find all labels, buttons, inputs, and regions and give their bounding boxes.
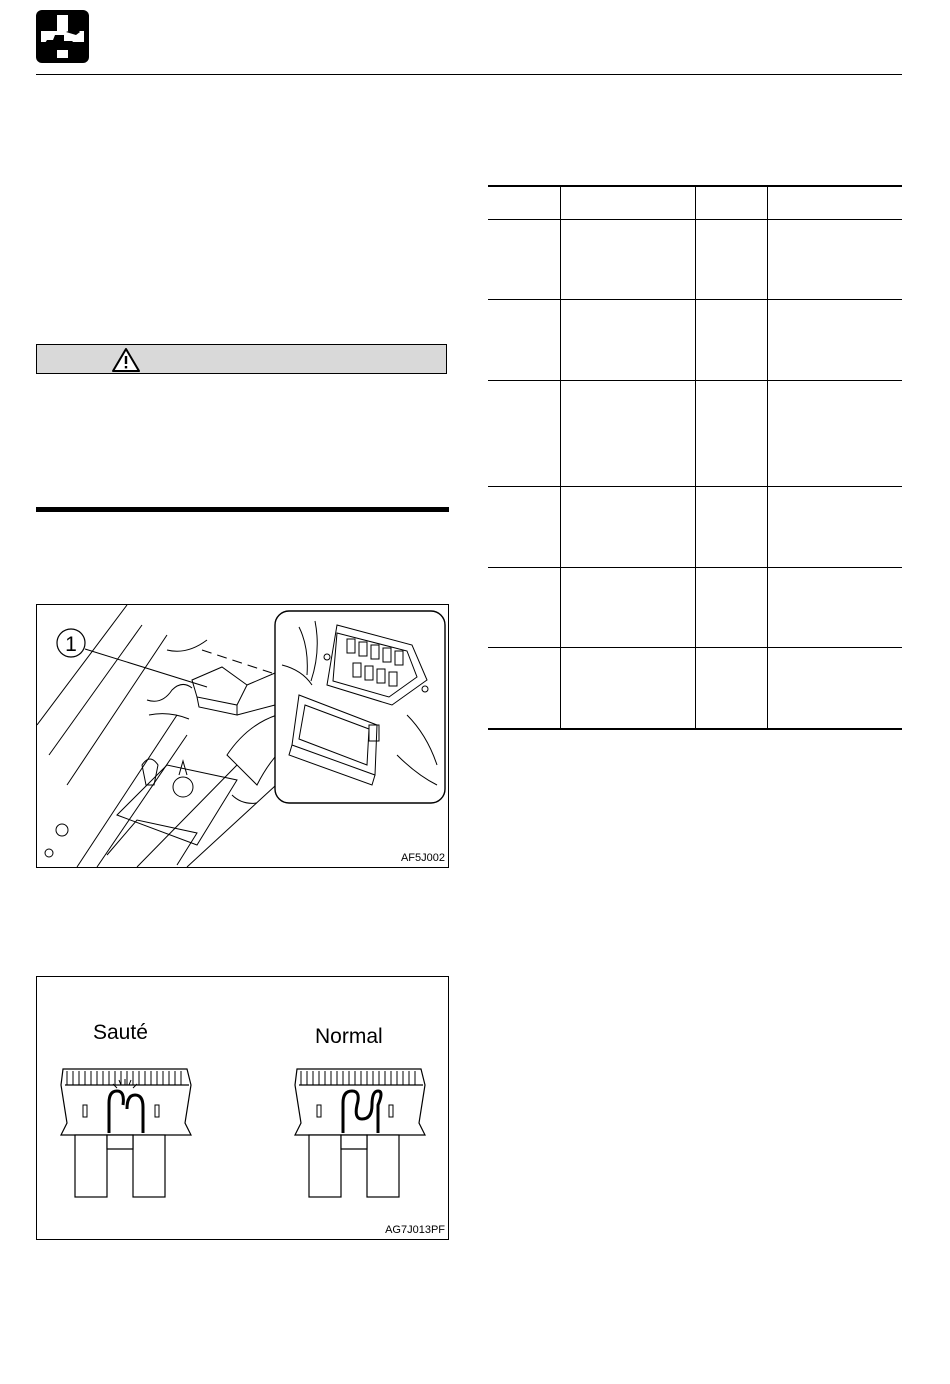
table-row	[488, 648, 902, 729]
table-row	[488, 487, 902, 568]
table-cell	[488, 381, 561, 487]
table-cell	[696, 648, 768, 729]
table-cell	[768, 568, 903, 648]
table-header-cell	[561, 186, 696, 220]
blown-fuse-label: Sauté	[93, 1021, 148, 1044]
table-cell	[696, 220, 768, 300]
table-cell	[488, 648, 561, 729]
table-cell	[561, 381, 696, 487]
normal-fuse-icon	[291, 1063, 431, 1203]
table-row	[488, 568, 902, 648]
table-cell	[488, 568, 561, 648]
table-row	[488, 300, 902, 381]
table-cell	[768, 300, 903, 381]
table-cell	[488, 300, 561, 381]
table-header-cell	[768, 186, 903, 220]
section-rule	[36, 507, 449, 512]
table-header-row	[488, 186, 902, 220]
table-header-cell	[488, 186, 561, 220]
table-cell	[561, 487, 696, 568]
table-cell	[696, 300, 768, 381]
maintenance-logo-icon	[36, 10, 89, 63]
fuse-comparison-figure	[36, 976, 449, 1240]
table-cell	[561, 568, 696, 648]
table-cell	[768, 487, 903, 568]
caution-banner	[36, 344, 447, 374]
fuse-box-location-figure	[36, 604, 449, 868]
table-row	[488, 381, 902, 487]
table-cell	[768, 381, 903, 487]
figure-code: AF5J002	[400, 852, 445, 864]
fuse-table	[488, 185, 902, 730]
table-cell	[561, 300, 696, 381]
normal-fuse-label: Normal	[315, 1025, 383, 1048]
blown-fuse-icon	[57, 1063, 197, 1203]
table-row	[488, 220, 902, 300]
table-cell	[768, 220, 903, 300]
warning-triangle-icon	[111, 347, 141, 373]
table-cell	[561, 648, 696, 729]
table-cell	[696, 487, 768, 568]
table-header-cell	[696, 186, 768, 220]
table-cell	[488, 487, 561, 568]
figure-code: AG7J013PF	[385, 1224, 445, 1236]
table-cell	[696, 381, 768, 487]
fuse-box-illustration	[37, 605, 448, 867]
table-cell	[696, 568, 768, 648]
table-cell	[561, 220, 696, 300]
table-cell	[768, 648, 903, 729]
callout-number: 1	[65, 633, 77, 656]
header-rule	[36, 74, 902, 75]
table-cell	[488, 220, 561, 300]
